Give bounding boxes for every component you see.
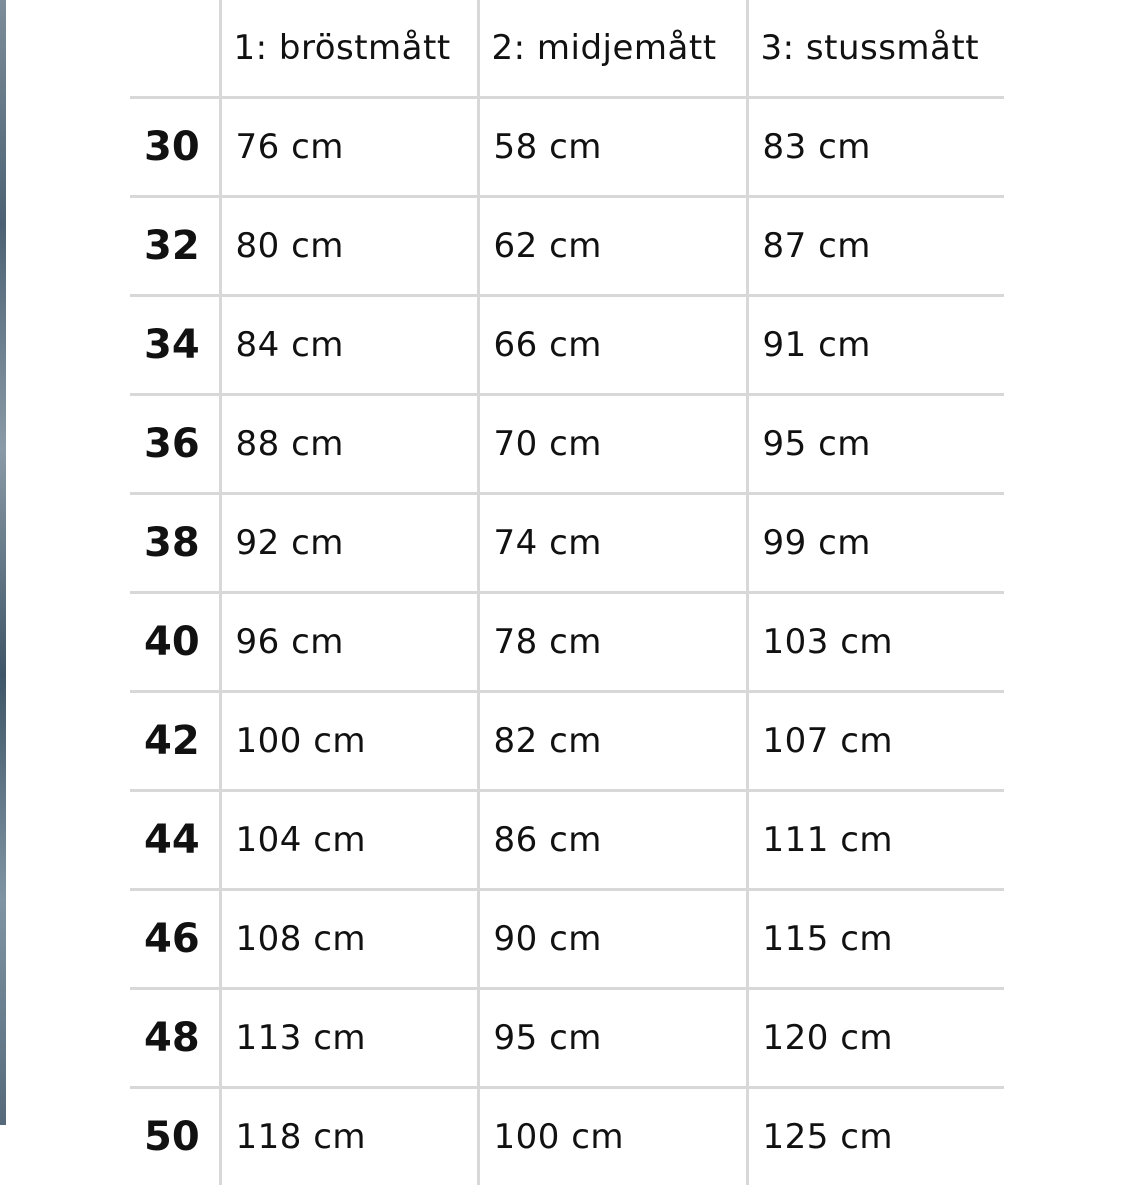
table-body — [130, 98, 1004, 1185]
bust-cell: 108 cm — [220, 890, 478, 989]
header-row — [130, 0, 1004, 98]
table-row — [130, 593, 1004, 692]
hip-cell: 103 cm — [747, 593, 1004, 692]
size-label: 34 — [130, 296, 220, 395]
size-table — [130, 0, 1004, 1185]
size-label: 38 — [130, 494, 220, 593]
waist-cell: 70 cm — [478, 395, 747, 494]
waist-cell: 58 cm — [478, 98, 747, 197]
table-row — [130, 791, 1004, 890]
table-row — [130, 989, 1004, 1088]
waist-cell: 78 cm — [478, 593, 747, 692]
bust-cell: 113 cm — [220, 989, 478, 1088]
size-label: 42 — [130, 692, 220, 791]
hip-cell: 125 cm — [747, 1088, 1004, 1185]
table-row — [130, 692, 1004, 791]
table-row — [130, 296, 1004, 395]
table-row — [130, 1088, 1004, 1185]
hip-cell: 95 cm — [747, 395, 1004, 494]
waist-cell: 95 cm — [478, 989, 747, 1088]
size-label: 44 — [130, 791, 220, 890]
header-waist: 2: midjemått — [478, 0, 747, 98]
table-row — [130, 494, 1004, 593]
size-label: 36 — [130, 395, 220, 494]
size-label: 30 — [130, 98, 220, 197]
waist-cell: 90 cm — [478, 890, 747, 989]
size-label: 32 — [130, 197, 220, 296]
header-hip: 3: stussmått — [747, 0, 1004, 98]
background-photo-edge — [0, 0, 6, 1125]
bust-cell: 92 cm — [220, 494, 478, 593]
hip-cell: 87 cm — [747, 197, 1004, 296]
hip-cell: 91 cm — [747, 296, 1004, 395]
size-label: 40 — [130, 593, 220, 692]
bust-cell: 104 cm — [220, 791, 478, 890]
size-label: 50 — [130, 1088, 220, 1185]
bust-cell: 80 cm — [220, 197, 478, 296]
header-bust: 1: bröstmått — [220, 0, 478, 98]
header-corner-cell — [130, 0, 220, 98]
waist-cell: 82 cm — [478, 692, 747, 791]
waist-cell: 74 cm — [478, 494, 747, 593]
hip-cell: 107 cm — [747, 692, 1004, 791]
waist-cell: 62 cm — [478, 197, 747, 296]
bust-cell: 96 cm — [220, 593, 478, 692]
bust-cell: 84 cm — [220, 296, 478, 395]
waist-cell: 66 cm — [478, 296, 747, 395]
hip-cell: 111 cm — [747, 791, 1004, 890]
table-row — [130, 395, 1004, 494]
bust-cell: 118 cm — [220, 1088, 478, 1185]
size-label: 48 — [130, 989, 220, 1088]
hip-cell: 83 cm — [747, 98, 1004, 197]
waist-cell: 86 cm — [478, 791, 747, 890]
table-row — [130, 98, 1004, 197]
hip-cell: 120 cm — [747, 989, 1004, 1088]
hip-cell: 115 cm — [747, 890, 1004, 989]
bust-cell: 100 cm — [220, 692, 478, 791]
table-row — [130, 197, 1004, 296]
table-header — [130, 0, 1004, 98]
hip-cell: 99 cm — [747, 494, 1004, 593]
size-label: 46 — [130, 890, 220, 989]
bust-cell: 76 cm — [220, 98, 478, 197]
bust-cell: 88 cm — [220, 395, 478, 494]
table-row — [130, 890, 1004, 989]
waist-cell: 100 cm — [478, 1088, 747, 1185]
